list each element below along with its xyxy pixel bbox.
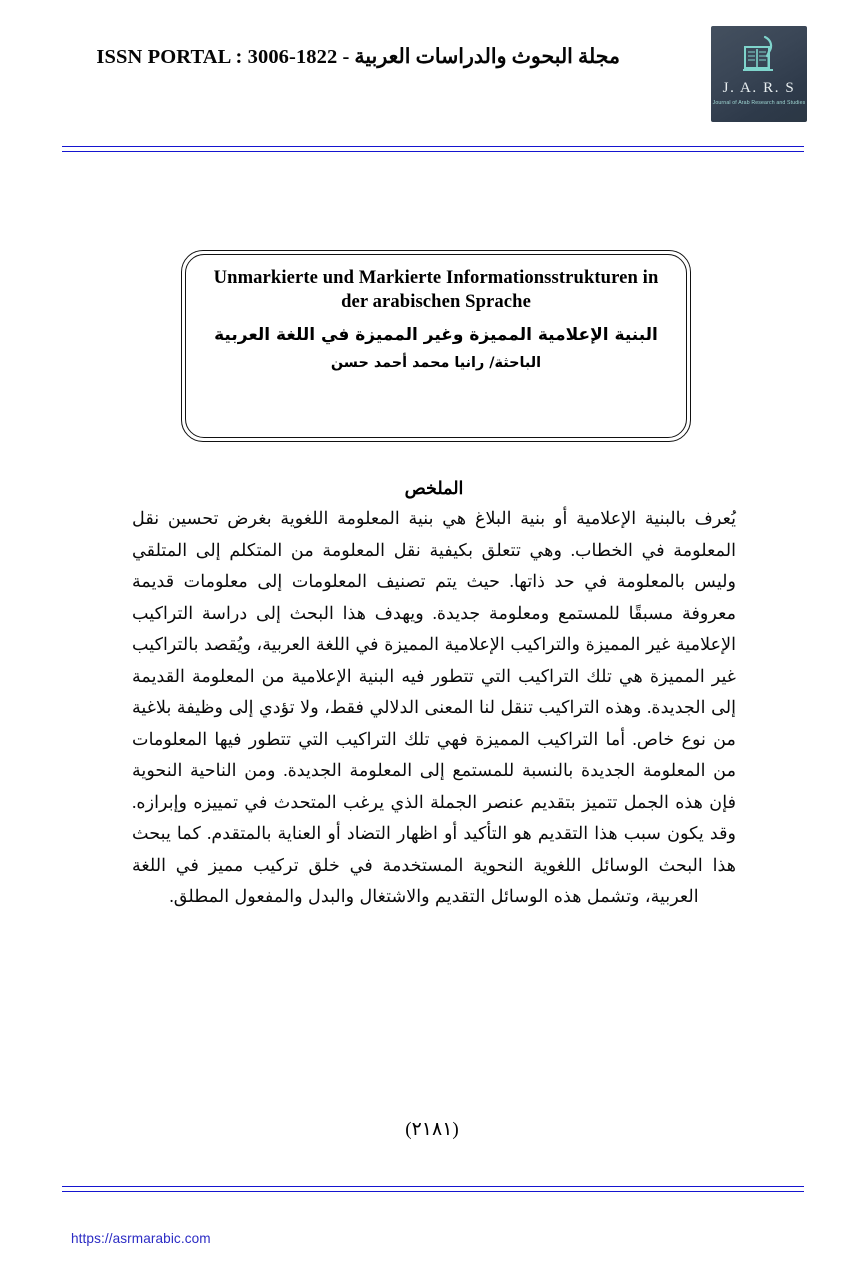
title-box (181, 250, 691, 442)
footer-divider (62, 1186, 804, 1192)
page-header (0, 0, 864, 140)
header-divider (62, 146, 804, 152)
page-number: (٢١٨١) (405, 1119, 459, 1140)
title-german: Unmarkierte und Markierte Informationsstrukturen in der arabischen Sprache (213, 267, 659, 313)
title-arabic: البنية الإعلامية المميزة وغير المميزة في اللغة العربية (214, 325, 658, 346)
header-journal-title: مجلة البحوث والدراسات العربية - ISSN PORTAL : 3006-1822 (96, 46, 620, 68)
jars-logo (711, 26, 807, 122)
abstract-heading: الملخص (404, 478, 464, 498)
abstract-body: يُعرف بالبنية الإعلامية أو بنية البلاغ هي بنية المعلومة اللغوية بغرض تحسين نقل المعلومة في الخطاب. وهي تتعلق بكيفية نقل المعلومة من المتكلم إلى المتلقي وليس بالمعلومة في حد ذاتها. حيث يتم تصنيف المعلومات إلى معلومات قديمة معروفة مسبقًا للمستمع ومعلومة جديدة. ويهدف هذا البحث إلى دراسة التراكيب الإعلامية غير المميزة والتراكيب الإعلامية المميزة في اللغة العربية، ويُقصد بالتراكيب غير المميزة هي تلك التراكيب التي تتطور فيه البنية الإعلامية من المعلومة القديمة إلى الجديدة. وهذه التراكيب تنقل لنا المعنى الدلالي فقط، ولا تؤدي إلى وظيفة بلاغية من نوع خاص. أما التراكيب المميزة فهي تلك التراكيب التي تتطور فيها المعلومات من المعلومة الجديدة بالنسبة للمستمع إلى المعلومة الجديدة. ومن الناحية النحوية فإن هذه الجمل تتميز بتقديم عنصر الجملة الذي يرغب المتحدث في تمييزه وإبرازه. وقد يكون سبب هذا التقديم هو التأكيد أو اظهار التضاد أو العناية بالمتقدم. كما يبحث هذا البحث الوسائل اللغوية النحوية المستخدمة في خلق تركيب مميز في اللغة العربية، وتشمل هذه الوسائل التقديم والاشتغال والبدل والمفعول المطلق. (132, 508, 736, 906)
logo-acronym: J. A. R. S (722, 80, 796, 96)
author-name: الباحثة/ رانيا محمد أحمد حسن (330, 355, 542, 372)
open-book-with-pen-icon (735, 34, 783, 78)
footer-website-link[interactable]: https://asrmarabic.com (71, 1231, 211, 1246)
logo-subtitle: Journal of Arab Research and Studies (712, 100, 806, 106)
